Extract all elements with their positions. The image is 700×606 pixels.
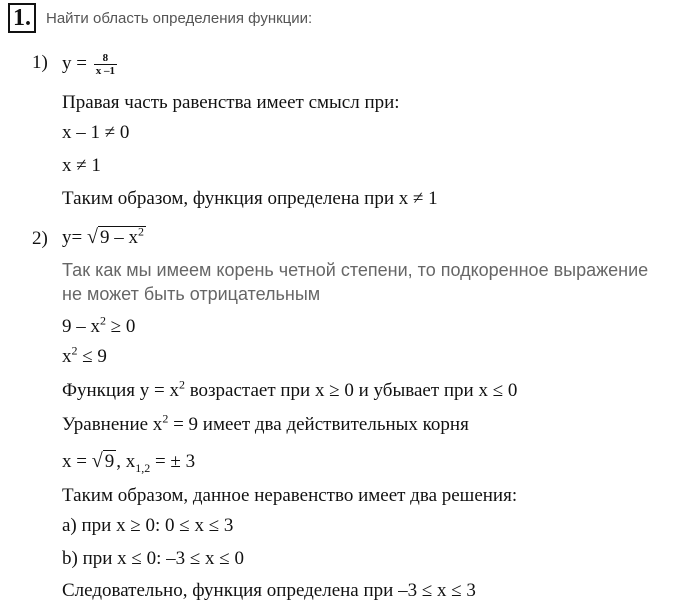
part1-line-4: Таким образом, функция определена при x ≠ 1 — [62, 188, 438, 209]
inequality-1: $9 - x^2 \ge 0$ — [62, 313, 136, 337]
part1-y-eq: y = — [62, 52, 87, 74]
task-number: 1. — [8, 3, 36, 33]
part1-label: 1) — [32, 52, 48, 73]
fraction-denominator: x –1 — [95, 65, 115, 77]
fraction-numerator: 8 — [94, 52, 117, 65]
part1-formula — [62, 52, 117, 77]
function-monotonicity: Функция $y = x^2$ возрастает при x ≥ 0 и убывает при x ≤ 0 — [62, 377, 518, 401]
radicand: $9 - x^2$ — [99, 224, 144, 248]
case-a: a) при x ≥ 0: 0 ≤ x ≤ 3 — [62, 515, 234, 536]
part1-line-3: x ≠ 1 — [62, 155, 101, 176]
part1-line-1: Правая часть равенства имеет смысл при: — [62, 92, 400, 113]
sqrt-nine: √ 9 — [91, 450, 115, 472]
conclusion-line: Таким образом, данное неравенство имеет два решения: — [62, 485, 518, 506]
sqrt-expression — [87, 226, 146, 249]
task-title: Найти область определения функции: — [46, 10, 313, 27]
sqrt-icon: √ — [86, 226, 98, 248]
part1-fraction — [94, 52, 117, 77]
case-b: b) при x ≤ 0: –3 ≤ x ≤ 0 — [62, 548, 244, 569]
roots-line: x = √ 9 , $x_{1,2}$ = ± 3 — [62, 450, 196, 475]
equation-roots-statement: Уравнение $x^2 = 9$ имеет два действительных корня — [62, 411, 469, 435]
inequality-2: $x^2 \le 9$ — [62, 343, 107, 367]
part2-y-eq: y= — [62, 227, 83, 248]
explanation-line-2: не может быть отрицательным — [62, 284, 321, 304]
sqrt-icon: √ — [91, 450, 103, 472]
explanation-line-1: Так как мы имеем корень четной степени, то подкоренное выражение — [62, 260, 649, 280]
part2-label: 2) — [32, 228, 48, 249]
part2-formula — [62, 226, 146, 249]
final-answer: Следовательно, функция определена при –3 ≤ x ≤ 3 — [62, 580, 476, 601]
part1-line-2: x – 1 ≠ 0 — [62, 122, 130, 143]
